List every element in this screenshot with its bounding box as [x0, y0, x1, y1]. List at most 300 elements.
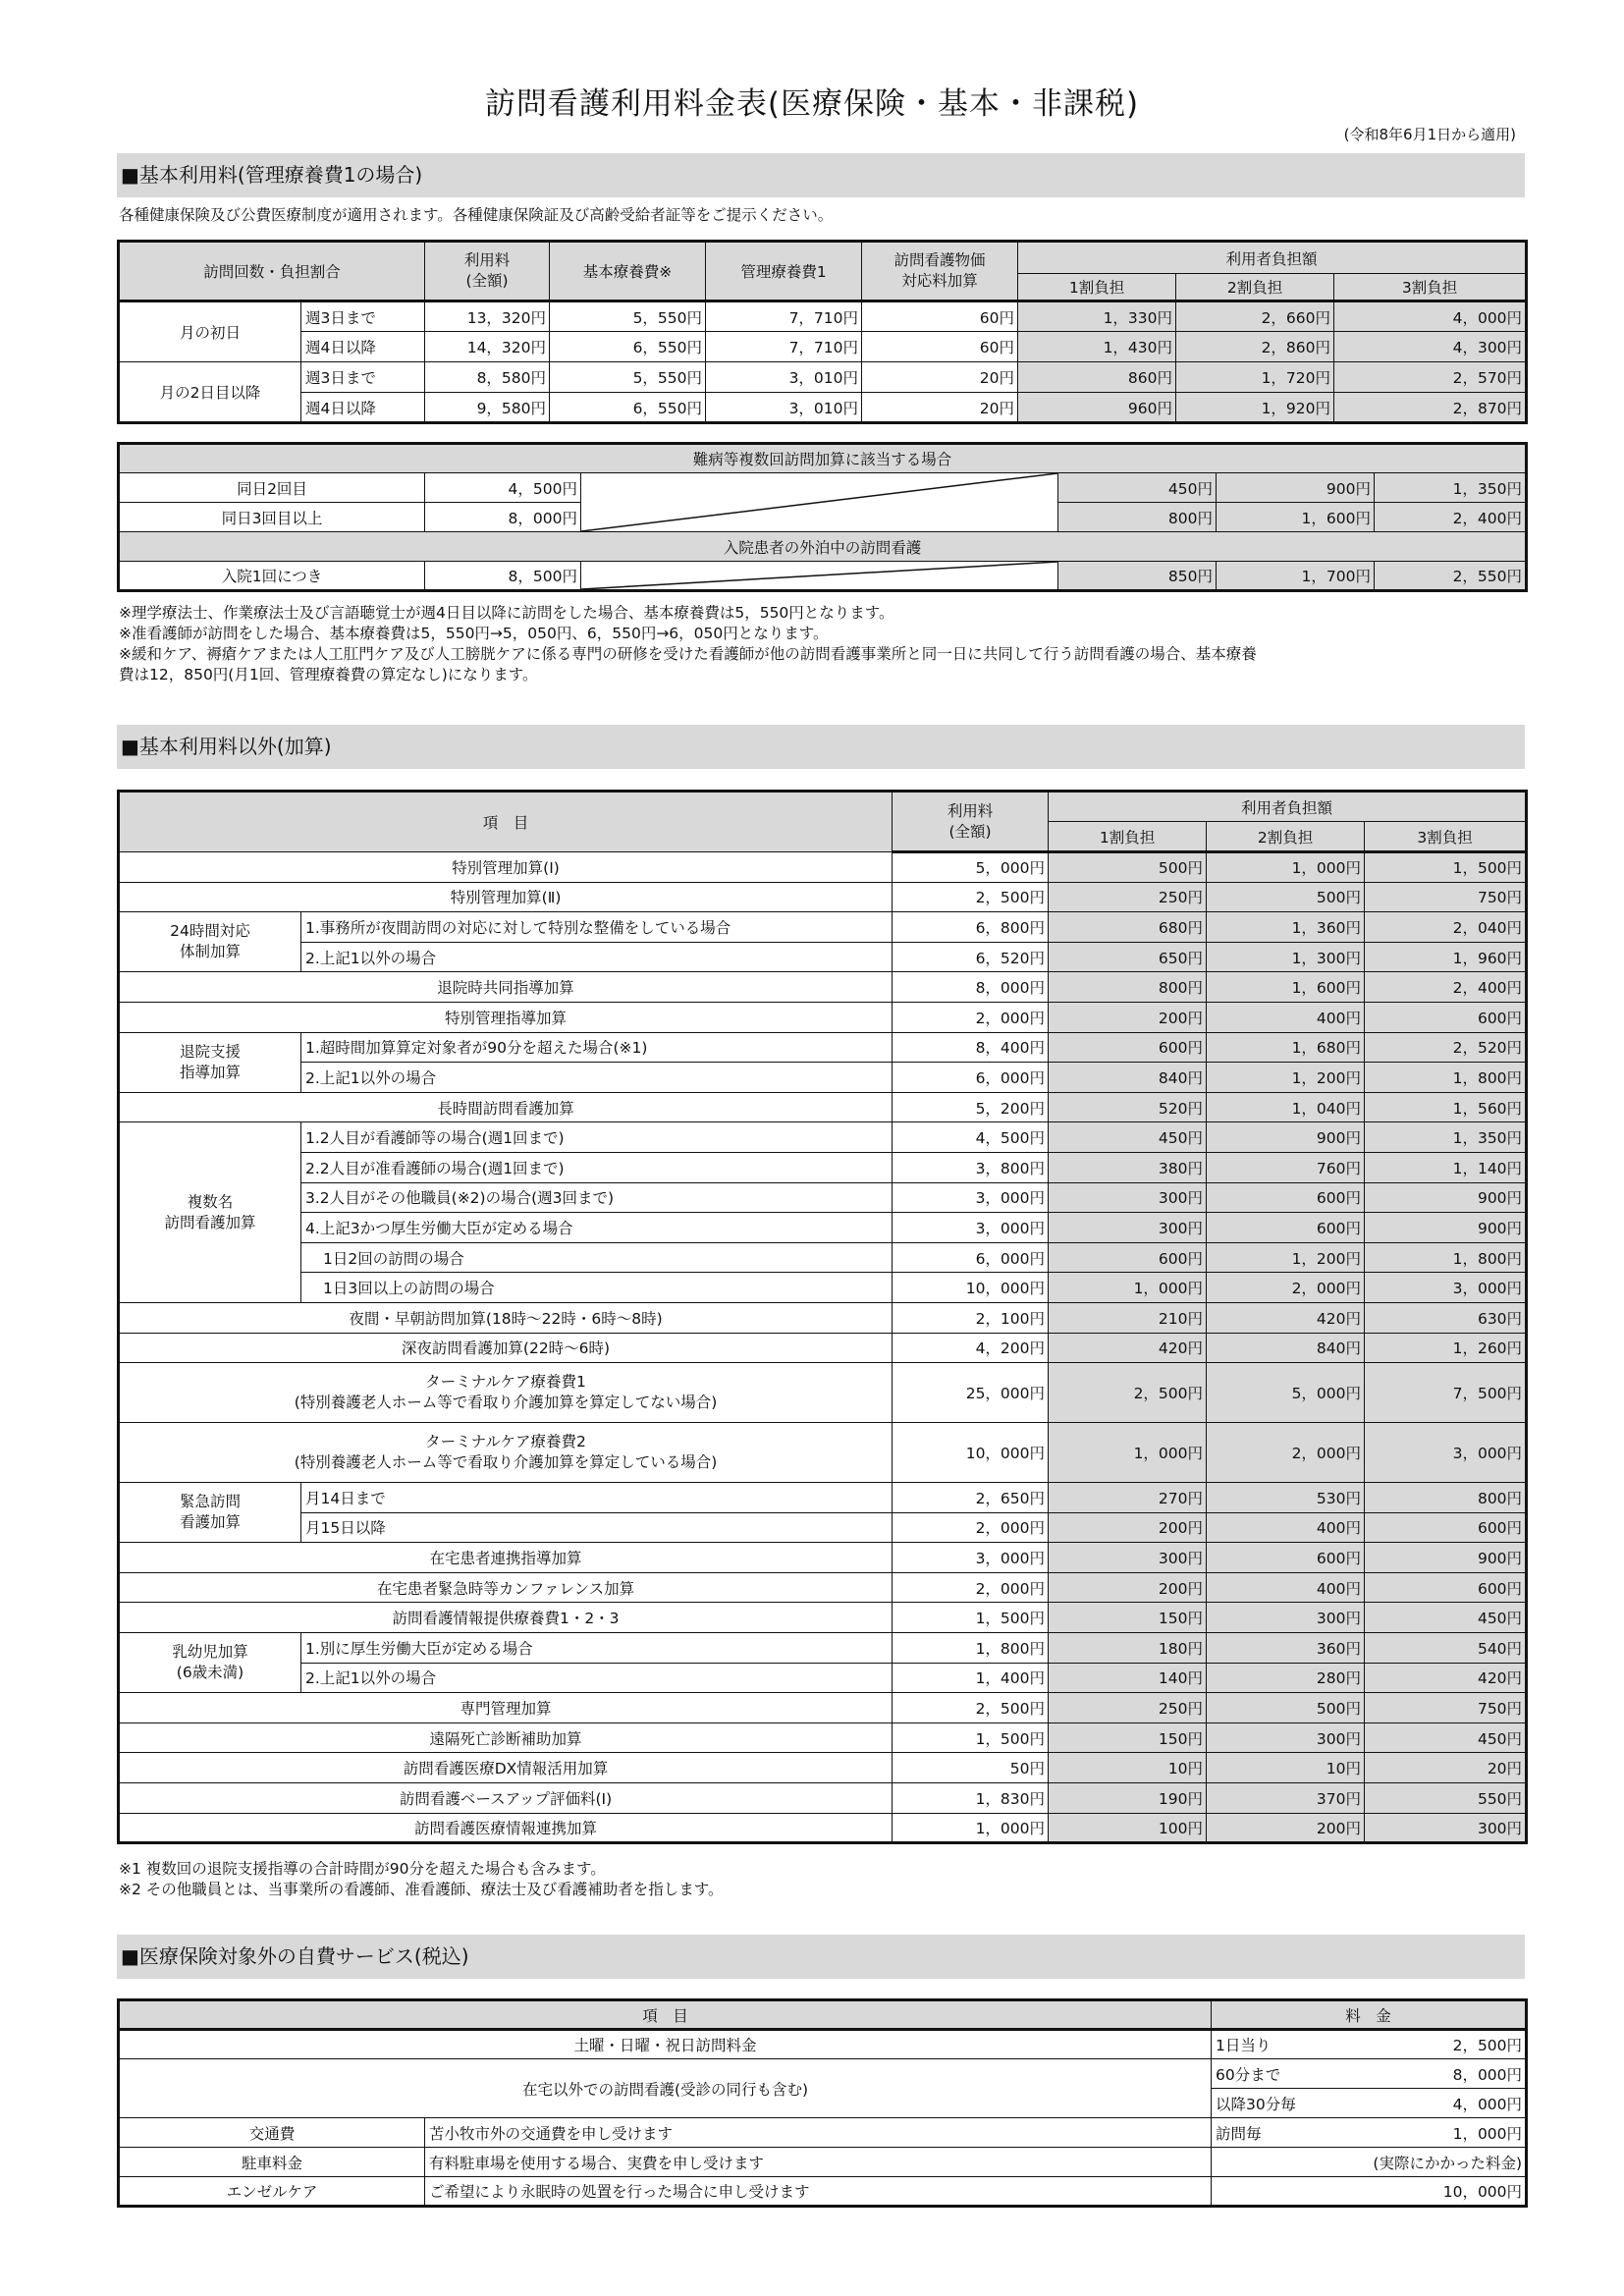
- cell-b3: 1，560円: [1365, 1092, 1527, 1122]
- table-row: [119, 393, 1527, 423]
- cell-b2: 5，000円: [1207, 1363, 1365, 1423]
- cell-b1: 380円: [1049, 1152, 1207, 1182]
- cell-fee: 1，800円: [893, 1633, 1049, 1664]
- cell-b2: 600円: [1207, 1213, 1365, 1243]
- cell-fee: 2，500円: [893, 1693, 1049, 1723]
- header-burden: 利用者負担額: [1049, 792, 1527, 822]
- table-row: [119, 882, 1527, 912]
- group-label: 月の初日: [119, 301, 301, 362]
- cell-b1: 140円: [1049, 1663, 1207, 1693]
- row-label: 訪問看護医療DX情報活用加算: [119, 1753, 893, 1783]
- cell-b1: 450円: [1049, 1122, 1207, 1153]
- cell-fee: 2，100円: [893, 1302, 1049, 1333]
- cell-fee: 1，000円: [1349, 2118, 1527, 2148]
- table-row: [119, 1633, 1527, 1664]
- table-row: [119, 1213, 1527, 1243]
- cell-b1: 150円: [1049, 1603, 1207, 1633]
- cell-fee: 8，500円: [425, 562, 581, 591]
- table-row: [119, 1663, 1527, 1693]
- cell-fee: 5，000円: [893, 852, 1049, 883]
- cell-fee: 14，320円: [425, 332, 550, 362]
- cell-fee: 9，580円: [425, 393, 550, 423]
- row-label: 4.上記3かつ厚生労働大臣が定める場合: [301, 1213, 893, 1243]
- cell-b1: 520円: [1049, 1092, 1207, 1122]
- row-label: 特別管理加算(Ⅱ): [119, 882, 893, 912]
- cell-b1: 250円: [1049, 1693, 1207, 1723]
- row-label: 2.2人目が准看護師の場合(週1回まで): [301, 1152, 893, 1182]
- cell-mgmt: 7，710円: [706, 301, 862, 332]
- cell-fee: 4，500円: [425, 473, 581, 503]
- cell-b2: 2，860円: [1176, 332, 1334, 362]
- cell-b1: 210円: [1049, 1302, 1207, 1333]
- row-label: 訪問看護情報提供療養費1・2・3: [119, 1603, 893, 1633]
- note-line: ※2 その他職員とは、当事業所の看護師、准看護師、療法士及び看護補助者を指します。: [119, 1881, 724, 1898]
- cell-b1: 10円: [1049, 1753, 1207, 1783]
- cell-fee: 8，400円: [893, 1032, 1049, 1063]
- cell-b3: 300円: [1365, 1813, 1527, 1843]
- cell-mgmt: 3，010円: [706, 362, 862, 393]
- row-label: 入院1回につき: [119, 562, 425, 591]
- row-label: エンゼルケア: [119, 2177, 425, 2207]
- row-label: 2.上記1以外の場合: [301, 942, 893, 972]
- cell-unit: 60分まで: [1212, 2059, 1349, 2089]
- cell-b3: 630円: [1365, 1302, 1527, 1333]
- cell-price: 60円: [862, 332, 1018, 362]
- cell-fee: 5，200円: [893, 1092, 1049, 1122]
- cell-price: 20円: [862, 393, 1018, 423]
- cell-fee: 6，000円: [893, 1063, 1049, 1093]
- group-label: 24時間対応 体制加算: [119, 912, 301, 972]
- cell-b3: 1，260円: [1365, 1333, 1527, 1363]
- header-fee: 利用料 (全額): [893, 792, 1049, 852]
- cell-b3: 540円: [1365, 1633, 1527, 1664]
- header-b1: 1割負担: [1049, 822, 1207, 852]
- section-basic-intro: 各種健康保険及び公費医療制度が適用されます。各種健康保険証及び高齢受給者証等をご提示ください。: [119, 206, 834, 224]
- table-row: [119, 562, 1527, 591]
- diagonal-blank: [581, 473, 1058, 532]
- cell-b1: 960円: [1018, 393, 1176, 423]
- cell-b1: 860円: [1018, 362, 1176, 393]
- cell-b3: 900円: [1365, 1543, 1527, 1573]
- header-b1: 1割負担: [1018, 274, 1176, 301]
- cell-b2: 400円: [1207, 1002, 1365, 1032]
- cell-basic: 5，550円: [550, 362, 706, 393]
- cell-b1: 680円: [1049, 912, 1207, 943]
- cell-b3: 4，000円: [1334, 301, 1527, 332]
- cell-fee: 1，000円: [893, 1813, 1049, 1843]
- cell-b1: 1，330円: [1018, 301, 1176, 332]
- header-price: 訪問看護物価 対応料加算: [862, 242, 1018, 301]
- cell-fee: 6，800円: [893, 912, 1049, 943]
- cell-mgmt: 7，710円: [706, 332, 862, 362]
- cell-b1: 2，500円: [1049, 1363, 1207, 1423]
- table-row: [119, 1693, 1527, 1723]
- row-label: 同日3回目以上: [119, 503, 425, 532]
- cell-b3: 550円: [1365, 1783, 1527, 1814]
- cell-b2: 500円: [1207, 882, 1365, 912]
- cell-b3: 420円: [1365, 1663, 1527, 1693]
- cell-unit: 以降30分毎: [1212, 2089, 1349, 2118]
- cell-b1: 300円: [1049, 1182, 1207, 1213]
- cell-b2: 2，000円: [1207, 1273, 1365, 1303]
- row-label: 専門管理加算: [119, 1693, 893, 1723]
- cell-b2: 1，200円: [1207, 1242, 1365, 1273]
- table-row: [119, 2118, 1527, 2148]
- table-row: [119, 1543, 1527, 1573]
- row-label: 2.上記1以外の場合: [301, 1063, 893, 1093]
- row-sub: 週3日まで: [301, 362, 425, 393]
- cell-b2: 300円: [1207, 1603, 1365, 1633]
- section-basic-notes: [119, 603, 1533, 685]
- cell-b1: 100円: [1049, 1813, 1207, 1843]
- cell-fee: 1，500円: [893, 1603, 1049, 1633]
- cell-fee: 50円: [893, 1753, 1049, 1783]
- table-row: [119, 1122, 1527, 1153]
- row-label: 駐車料金: [119, 2148, 425, 2177]
- table-row: [119, 1273, 1527, 1303]
- cell-b3: 750円: [1365, 882, 1527, 912]
- table-row: [119, 1302, 1527, 1333]
- cell-b2: 900円: [1207, 1122, 1365, 1153]
- diagonal-blank: [581, 562, 1058, 591]
- cell-unit: 訪問毎: [1212, 2118, 1349, 2148]
- table-row: [119, 2030, 1527, 2059]
- cell-b2: 1，680円: [1207, 1032, 1365, 1063]
- table-row: [119, 362, 1527, 393]
- header-item: 項 目: [119, 2000, 1212, 2030]
- header-mgmt: 管理療養費1: [706, 242, 862, 301]
- cell-b2: 1，600円: [1207, 972, 1365, 1003]
- row-label: 月14日まで: [301, 1483, 893, 1513]
- cell-b3: 450円: [1365, 1722, 1527, 1753]
- cell-b2: 370円: [1207, 1783, 1365, 1814]
- cell-b2: 900円: [1217, 473, 1375, 503]
- row-label: 月15日以降: [301, 1512, 893, 1543]
- cell-b2: 840円: [1207, 1333, 1365, 1363]
- cell-fee: 6，520円: [893, 942, 1049, 972]
- table-row: [119, 1512, 1527, 1543]
- note-line: ※1 複数回の退院支援指導の合計時間が90分を超えた場合も含みます。: [119, 1860, 606, 1878]
- cell-b2: 600円: [1207, 1543, 1365, 1573]
- cell-b3: 600円: [1365, 1572, 1527, 1603]
- cell-basic: 6，550円: [550, 393, 706, 423]
- cell-fee: 2，650円: [893, 1483, 1049, 1513]
- row-label: 訪問看護医療情報連携加算: [119, 1813, 893, 1843]
- cell-fee: 2，000円: [893, 1002, 1049, 1032]
- row-label: 在宅以外での訪問看護(受診の同行も含む): [119, 2059, 1212, 2118]
- row-label: 遠隔死亡診断補助加算: [119, 1722, 893, 1753]
- header-b3: 3割負担: [1365, 822, 1527, 852]
- row-sub: 週4日以降: [301, 393, 425, 423]
- cell-fee: 2，000円: [893, 1572, 1049, 1603]
- header-b2: 2割負担: [1207, 822, 1365, 852]
- cell-b1: 650円: [1049, 942, 1207, 972]
- row-sub: 週4日以降: [301, 332, 425, 362]
- table-row: [119, 2148, 1527, 2177]
- table-row: [119, 1063, 1527, 1093]
- cell-b3: 3，000円: [1365, 1423, 1527, 1483]
- cell-fee: 6，000円: [893, 1242, 1049, 1273]
- table-row: [119, 1002, 1527, 1032]
- cell-fee: 4，200円: [893, 1333, 1049, 1363]
- table-row: [119, 2059, 1527, 2089]
- cell-b2: 760円: [1207, 1152, 1365, 1182]
- cell-b3: 450円: [1365, 1603, 1527, 1633]
- cell-b1: 250円: [1049, 882, 1207, 912]
- multi-visit-header: 難病等複数回訪問加算に該当する場合: [119, 444, 1527, 473]
- row-label: 1日2回の訪問の場合: [301, 1242, 893, 1273]
- page-title: 訪問看護利用料金表(医療保険・基本・非課税): [484, 86, 1140, 122]
- row-desc: 有料駐車場を使用する場合、実費を申し受けます: [425, 2148, 1212, 2177]
- table-row: [119, 1423, 1527, 1483]
- cell-fee: 8，580円: [425, 362, 550, 393]
- table-row: [119, 1722, 1527, 1753]
- header-item: 項 目: [119, 792, 893, 852]
- cell-b1: 600円: [1049, 1032, 1207, 1063]
- cell-b3: 2，040円: [1365, 912, 1527, 943]
- cell-fee: 8，000円: [1349, 2059, 1527, 2089]
- table-row: [119, 1363, 1527, 1423]
- cell-b1: 1，000円: [1049, 1273, 1207, 1303]
- section-basic-fee-heading: ■基本利用料(管理療養費1の場合): [117, 153, 1525, 197]
- cell-b2: 2，660円: [1176, 301, 1334, 332]
- cell-b2: 1，000円: [1207, 852, 1365, 883]
- note-line: ※准看護師が訪問をした場合、基本療養費は5，550円→5，050円、6，550円→6，050円となります。: [119, 625, 829, 642]
- cell-b3: 4，300円: [1334, 332, 1527, 362]
- row-label: 夜間・早朝訪問加算(18時～22時・6時～8時): [119, 1302, 893, 1333]
- cell-b1: 270円: [1049, 1483, 1207, 1513]
- cell-b3: 1，960円: [1365, 942, 1527, 972]
- cell-b3: 600円: [1365, 1512, 1527, 1543]
- cell-b1: 800円: [1058, 503, 1217, 532]
- row-label: 訪問看護ベースアップ評価料(Ⅰ): [119, 1783, 893, 1814]
- cell-price: 20円: [862, 362, 1018, 393]
- cell-b2: 1，920円: [1176, 393, 1334, 423]
- cell-b1: 300円: [1049, 1543, 1207, 1573]
- note-line: ※理学療法士、作業療法士及び言語聴覚士が週4日目以降に訪問をした場合、基本療養費は5，550円となります。: [119, 604, 894, 622]
- row-label: 特別管理指導加算: [119, 1002, 893, 1032]
- table-row: [119, 1182, 1527, 1213]
- header-b2: 2割負担: [1176, 274, 1334, 301]
- cell-fee: 3，000円: [893, 1182, 1049, 1213]
- cell-b2: 2，000円: [1207, 1423, 1365, 1483]
- cell-b2: 420円: [1207, 1302, 1365, 1333]
- table-row: [119, 942, 1527, 972]
- row-label: 1.別に厚生労働大臣が定める場合: [301, 1633, 893, 1664]
- cell-b3: 20円: [1365, 1753, 1527, 1783]
- row-label: 特別管理加算(Ⅰ): [119, 852, 893, 883]
- cell-b3: 3，000円: [1365, 1273, 1527, 1303]
- cell-b1: 200円: [1049, 1572, 1207, 1603]
- table-row: [119, 972, 1527, 1003]
- table-row: [119, 1483, 1527, 1513]
- cell-b1: 200円: [1049, 1002, 1207, 1032]
- cell-b3: 900円: [1365, 1213, 1527, 1243]
- cell-b2: 400円: [1207, 1512, 1365, 1543]
- cell-b1: 150円: [1049, 1722, 1207, 1753]
- table-row: [119, 1603, 1527, 1633]
- cell-fee: 1，830円: [893, 1783, 1049, 1814]
- cell-fee: 2，500円: [1349, 2030, 1527, 2059]
- cell-fee: 3，000円: [893, 1543, 1049, 1573]
- row-label: 在宅患者緊急時等カンファレンス加算: [119, 1572, 893, 1603]
- cell-b2: 1，360円: [1207, 912, 1365, 943]
- row-label: 3.2人目がその他職員(※2)の場合(週3回まで): [301, 1182, 893, 1213]
- cell-b1: 450円: [1058, 473, 1217, 503]
- cell-fee: 4，500円: [893, 1122, 1049, 1153]
- cell-fee: (実際にかかった料金): [1212, 2148, 1527, 2177]
- cell-fee: 1，500円: [893, 1722, 1049, 1753]
- cell-b3: 1，350円: [1375, 473, 1527, 503]
- cell-b3: 600円: [1365, 1002, 1527, 1032]
- cell-b3: 1，140円: [1365, 1152, 1527, 1182]
- cell-b3: 800円: [1365, 1483, 1527, 1513]
- note-line: 費は12，850円(月1回、管理療養費の算定なし)になります。: [119, 666, 538, 683]
- cell-b3: 2，520円: [1365, 1032, 1527, 1063]
- header-b3: 3割負担: [1334, 274, 1527, 301]
- table-row: [119, 2177, 1527, 2207]
- cell-b3: 900円: [1365, 1182, 1527, 1213]
- cell-b3: 2，570円: [1334, 362, 1527, 393]
- row-label: 2.上記1以外の場合: [301, 1663, 893, 1693]
- cell-fee: 1，400円: [893, 1663, 1049, 1693]
- group-label: 月の2日目以降: [119, 362, 301, 423]
- cell-b3: 2，400円: [1365, 972, 1527, 1003]
- effective-date: (令和8年6月1日から適用): [1343, 126, 1516, 143]
- table-row: [119, 1092, 1527, 1122]
- additions-table: [117, 790, 1528, 1844]
- table-row: [119, 473, 1527, 503]
- header-burden: 利用者負担額: [1018, 242, 1527, 274]
- cell-b1: 420円: [1049, 1333, 1207, 1363]
- cell-fee: 8，000円: [425, 503, 581, 532]
- group-label: 退院支援 指導加算: [119, 1032, 301, 1092]
- row-desc: ご希望により永眠時の処置を行った場合に申し受けます: [425, 2177, 1212, 2207]
- table-row: [119, 1813, 1527, 1843]
- cell-b1: 190円: [1049, 1783, 1207, 1814]
- cell-fee: 3，000円: [893, 1213, 1049, 1243]
- cell-fee: 2，000円: [893, 1512, 1049, 1543]
- cell-b1: 1，430円: [1018, 332, 1176, 362]
- cell-b2: 1，040円: [1207, 1092, 1365, 1122]
- self-pay-table: [117, 1998, 1528, 2208]
- cell-basic: 5，550円: [550, 301, 706, 332]
- table-row: [119, 332, 1527, 362]
- cell-b2: 10円: [1207, 1753, 1365, 1783]
- cell-fee: 2，500円: [893, 882, 1049, 912]
- cell-b2: 400円: [1207, 1572, 1365, 1603]
- row-label: 深夜訪問看護加算(22時～6時): [119, 1333, 893, 1363]
- table-row: [119, 1783, 1527, 1814]
- cell-b1: 840円: [1049, 1063, 1207, 1093]
- cell-b2: 1，300円: [1207, 942, 1365, 972]
- basic-fee-table: [117, 240, 1528, 424]
- cell-b2: 1，700円: [1217, 562, 1375, 591]
- row-label: 土曜・日曜・祝日訪問料金: [119, 2030, 1212, 2059]
- cell-b2: 1，200円: [1207, 1063, 1365, 1093]
- section-self-pay-heading: ■医療保険対象外の自費サービス(税込): [117, 1935, 1525, 1979]
- row-desc: 苫小牧市外の交通費を申し受けます: [425, 2118, 1212, 2148]
- cell-b2: 200円: [1207, 1813, 1365, 1843]
- header-fee: 料 金: [1212, 2000, 1527, 2030]
- group-label: 乳幼児加算 (6歳未満): [119, 1633, 301, 1693]
- cell-b2: 500円: [1207, 1693, 1365, 1723]
- cell-b2: 280円: [1207, 1663, 1365, 1693]
- note-line: ※緩和ケア、褥瘡ケアまたは人工肛門ケア及び人工膀胱ケアに係る専門の研修を受けた看護師が他の訪問看護事業所と同一日に共同して行う訪問看護の場合、基本療養: [119, 645, 1257, 663]
- cell-fee: 25，000円: [893, 1363, 1049, 1423]
- row-label: 1.2人目が看護師等の場合(週1回まで): [301, 1122, 893, 1153]
- table-row: [119, 1152, 1527, 1182]
- header-fee: 利用料 (全額): [425, 242, 550, 301]
- row-sub: 週3日まで: [301, 301, 425, 332]
- cell-price: 60円: [862, 301, 1018, 332]
- section-additions-notes: [119, 1859, 1533, 1900]
- cell-b3: 750円: [1365, 1693, 1527, 1723]
- cell-fee: 10，000円: [1212, 2177, 1527, 2207]
- cell-fee: 10，000円: [893, 1423, 1049, 1483]
- cell-b3: 2，870円: [1334, 393, 1527, 423]
- cell-unit: 1日当り: [1212, 2030, 1349, 2059]
- cell-b3: 2，400円: [1375, 503, 1527, 532]
- additional-visit-table: [117, 442, 1528, 592]
- cell-b1: 600円: [1049, 1242, 1207, 1273]
- table-row: [119, 1572, 1527, 1603]
- row-label: ターミナルケア療養費1 (特別養護老人ホーム等で看取り介護加算を算定してない場合): [119, 1363, 893, 1423]
- cell-b1: 800円: [1049, 972, 1207, 1003]
- cell-b3: 7，500円: [1365, 1363, 1527, 1423]
- cell-mgmt: 3，010円: [706, 393, 862, 423]
- row-label: 退院時共同指導加算: [119, 972, 893, 1003]
- table-row: [119, 1242, 1527, 1273]
- row-label: 1日3回以上の訪問の場合: [301, 1273, 893, 1303]
- table-row: [119, 912, 1527, 943]
- table-row: [119, 1032, 1527, 1063]
- section-additions-heading: ■基本利用料以外(加算): [117, 725, 1525, 769]
- cell-fee: 8，000円: [893, 972, 1049, 1003]
- cell-b3: 1，500円: [1365, 852, 1527, 883]
- cell-b3: 1，800円: [1365, 1063, 1527, 1093]
- cell-b3: 1，350円: [1365, 1122, 1527, 1153]
- cell-basic: 6，550円: [550, 332, 706, 362]
- cell-fee: 10，000円: [893, 1273, 1049, 1303]
- table-row: [119, 1753, 1527, 1783]
- cell-fee: 3，800円: [893, 1152, 1049, 1182]
- header-basic: 基本療養費※: [550, 242, 706, 301]
- group-label: 緊急訪問 看護加算: [119, 1483, 301, 1543]
- row-label: ターミナルケア療養費2 (特別養護老人ホーム等で看取り介護加算を算定している場合): [119, 1423, 893, 1483]
- cell-b1: 1，000円: [1049, 1423, 1207, 1483]
- table-row: [119, 852, 1527, 883]
- cell-b2: 530円: [1207, 1483, 1365, 1513]
- stay-visit-header: 入院患者の外泊中の訪問看護: [119, 532, 1527, 562]
- cell-b2: 1，720円: [1176, 362, 1334, 393]
- cell-b2: 360円: [1207, 1633, 1365, 1664]
- row-label: 1.事務所が夜間訪問の対応に対して特別な整備をしている場合: [301, 912, 893, 943]
- cell-b3: 2，550円: [1375, 562, 1527, 591]
- cell-b2: 600円: [1207, 1182, 1365, 1213]
- row-label: 在宅患者連携指導加算: [119, 1543, 893, 1573]
- cell-b1: 200円: [1049, 1512, 1207, 1543]
- row-label: 長時間訪問看護加算: [119, 1092, 893, 1122]
- cell-b1: 850円: [1058, 562, 1217, 591]
- row-label: 交通費: [119, 2118, 425, 2148]
- group-label: 複数名 訪問看護加算: [119, 1122, 301, 1303]
- cell-b1: 500円: [1049, 852, 1207, 883]
- cell-b1: 300円: [1049, 1213, 1207, 1243]
- row-label: 同日2回目: [119, 473, 425, 503]
- table-row: [119, 1333, 1527, 1363]
- cell-b2: 1，600円: [1217, 503, 1375, 532]
